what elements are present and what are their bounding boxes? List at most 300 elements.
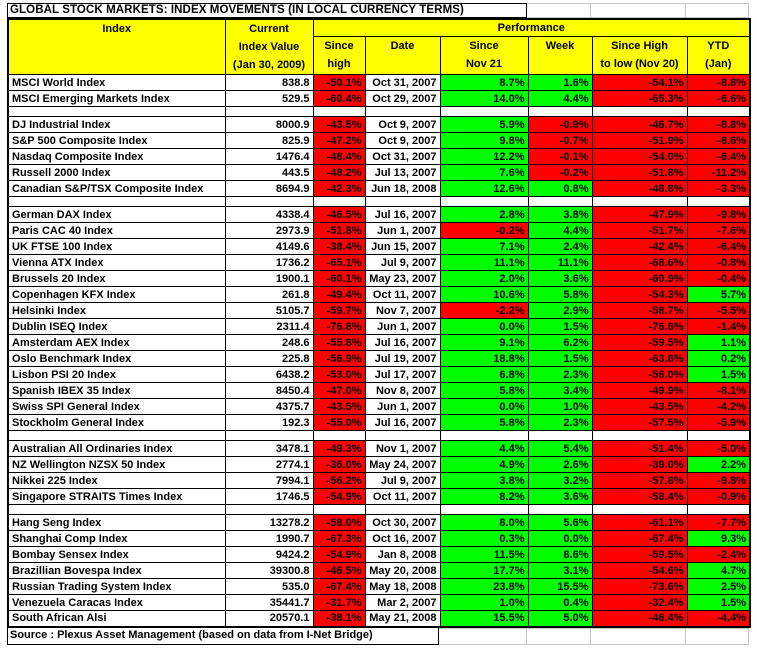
separator-cell: [440, 197, 528, 207]
table-row: [8, 399, 750, 415]
week-cell: 1.5%: [528, 319, 592, 335]
since-high-cell: -43.5%: [313, 399, 365, 415]
table-row: [8, 287, 750, 303]
ytd-cell: -8.8%: [687, 75, 750, 91]
title-bar: [7, 3, 750, 18]
index-name-cell: MSCI World Index: [8, 75, 225, 91]
current-header-line2: Index Value: [238, 41, 300, 53]
current-value-cell: 9424.2: [225, 547, 313, 563]
since-nov21-cell: 9.1%: [440, 335, 528, 351]
since-high-to-low-cell: -60.9%: [592, 271, 687, 287]
column-header-since-high-to-low: [592, 36, 687, 74]
separator-row: [8, 431, 750, 441]
week-cell: 3.6%: [528, 489, 592, 505]
ytd-cell: 1.5%: [687, 595, 750, 611]
high-date-cell: Jul 16, 2007: [365, 207, 440, 223]
separator-cell: [365, 431, 440, 441]
separator-cell: [8, 197, 225, 207]
high-date-cell: May 24, 2007: [365, 457, 440, 473]
index-name-cell: Shanghai Comp Index: [8, 531, 225, 547]
since-high-cell: -67.3%: [313, 531, 365, 547]
header-line: Since High: [611, 39, 668, 52]
table-row: [8, 595, 750, 611]
week-cell: 4.4%: [528, 91, 592, 107]
week-cell: 1.5%: [528, 351, 592, 367]
since-high-to-low-cell: -65.3%: [592, 91, 687, 107]
week-cell: 2.6%: [528, 457, 592, 473]
ytd-cell: 1.1%: [687, 335, 750, 351]
index-name-cell: Swiss SPI General Index: [8, 399, 225, 415]
ytd-cell: -5.9%: [687, 415, 750, 431]
index-name-cell: Russian Trading System Index: [8, 579, 225, 595]
week-cell: 5.4%: [528, 441, 592, 457]
since-nov21-cell: 0.3%: [440, 531, 528, 547]
performance-group-header: Performance: [313, 19, 750, 36]
current-value-cell: 7994.1: [225, 473, 313, 489]
source-note: Source : Plexus Asset Management (based on data from I-Net Bridge): [7, 628, 439, 645]
header-line: high: [327, 57, 351, 70]
since-nov21-cell: 4.4%: [440, 441, 528, 457]
since-high-to-low-cell: -51.9%: [592, 133, 687, 149]
high-date-cell: Jul 9, 2007: [365, 255, 440, 271]
index-name-cell: Stockholm General Index: [8, 415, 225, 431]
table-row: [8, 563, 750, 579]
week-cell: 2.9%: [528, 303, 592, 319]
header-line: Nov 21: [465, 57, 503, 70]
index-name-cell: Singapore STRAITS Times Index: [8, 489, 225, 505]
table-row: [8, 91, 750, 107]
ytd-cell: -11.2%: [687, 165, 750, 181]
since-high-to-low-cell: -63.8%: [592, 351, 687, 367]
since-nov21-cell: 6.8%: [440, 367, 528, 383]
empty-grid-cell: [686, 3, 749, 18]
current-value-cell: 1736.2: [225, 255, 313, 271]
since-nov21-cell: 8.0%: [440, 515, 528, 531]
separator-cell: [687, 107, 750, 117]
index-name-cell: Nasdaq Composite Index: [8, 149, 225, 165]
index-name-cell: Bombay Sensex Index: [8, 547, 225, 563]
page-title: GLOBAL STOCK MARKETS: INDEX MOVEMENTS (IN LOCAL CURRENCY TERMS): [7, 3, 527, 18]
high-date-cell: Oct 9, 2007: [365, 133, 440, 149]
column-header-since-nov21: [440, 36, 528, 74]
ytd-cell: -5.0%: [687, 441, 750, 457]
week-cell: 1.0%: [528, 399, 592, 415]
ytd-cell: -7.6%: [687, 223, 750, 239]
current-value-cell: 1476.4: [225, 149, 313, 165]
since-high-to-low-cell: -54.3%: [592, 287, 687, 303]
week-cell: 3.8%: [528, 207, 592, 223]
ytd-cell: -0.4%: [687, 271, 750, 287]
since-nov21-cell: 9.8%: [440, 133, 528, 149]
index-name-cell: Oslo Benchmark Index: [8, 351, 225, 367]
since-high-cell: -60.4%: [313, 91, 365, 107]
week-cell: 3.1%: [528, 563, 592, 579]
empty-grid-cell: [527, 3, 591, 18]
week-cell: 2.4%: [528, 239, 592, 255]
ytd-cell: -9.8%: [687, 473, 750, 489]
table-row: [8, 473, 750, 489]
current-value-cell: 1900.1: [225, 271, 313, 287]
since-high-to-low-cell: -32.4%: [592, 595, 687, 611]
separator-cell: [8, 431, 225, 441]
since-high-cell: -56.9%: [313, 351, 365, 367]
current-value-cell: 5105.7: [225, 303, 313, 319]
week-cell: 5.6%: [528, 515, 592, 531]
since-high-cell: -55.0%: [313, 415, 365, 431]
ytd-cell: -3.3%: [687, 181, 750, 197]
high-date-cell: Jun 1, 2007: [365, 223, 440, 239]
current-value-cell: 443.5: [225, 165, 313, 181]
high-date-cell: May 21, 2008: [365, 611, 440, 627]
since-nov21-cell: 12.6%: [440, 181, 528, 197]
empty-grid-cell: [686, 628, 749, 645]
week-cell: 4.4%: [528, 223, 592, 239]
column-header-index: Index: [8, 19, 225, 75]
table-row: [8, 223, 750, 239]
header-line: (Jan): [705, 57, 732, 70]
since-nov21-cell: 3.8%: [440, 473, 528, 489]
separator-cell: [365, 107, 440, 117]
separator-cell: [365, 505, 440, 515]
current-value-cell: 8694.9: [225, 181, 313, 197]
separator-cell: [8, 505, 225, 515]
since-high-cell: -42.3%: [313, 181, 365, 197]
current-value-cell: 13278.2: [225, 515, 313, 531]
since-high-to-low-cell: -46.4%: [592, 611, 687, 627]
ytd-cell: -9.8%: [687, 207, 750, 223]
ytd-cell: -6.4%: [687, 149, 750, 165]
index-name-cell: Brussels 20 Index: [8, 271, 225, 287]
high-date-cell: Jul 9, 2007: [365, 473, 440, 489]
table-row: [8, 611, 750, 627]
separator-cell: [225, 107, 313, 117]
since-high-cell: -49.3%: [313, 441, 365, 457]
high-date-cell: Oct 9, 2007: [365, 117, 440, 133]
ytd-cell: 9.3%: [687, 531, 750, 547]
ytd-cell: -4.2%: [687, 399, 750, 415]
header-line: to low (Nov 20): [600, 57, 679, 70]
separator-cell: [528, 431, 592, 441]
table-row: [8, 351, 750, 367]
high-date-cell: Oct 31, 2007: [365, 75, 440, 91]
separator-cell: [440, 505, 528, 515]
separator-cell: [313, 107, 365, 117]
separator-cell: [528, 505, 592, 515]
week-cell: 15.5%: [528, 579, 592, 595]
current-value-cell: 35441.7: [225, 595, 313, 611]
since-high-to-low-cell: -59.5%: [592, 335, 687, 351]
week-cell: 1.6%: [528, 75, 592, 91]
source-bar: [7, 628, 750, 645]
index-name-cell: Australian All Ordinaries Index: [8, 441, 225, 457]
since-nov21-cell: 2.0%: [440, 271, 528, 287]
index-name-cell: Lisbon PSI 20 Index: [8, 367, 225, 383]
since-nov21-cell: 11.5%: [440, 547, 528, 563]
high-date-cell: Nov 7, 2007: [365, 303, 440, 319]
index-name-cell: Amsterdam AEX Index: [8, 335, 225, 351]
separator-cell: [528, 197, 592, 207]
since-high-cell: -58.0%: [313, 515, 365, 531]
since-high-to-low-cell: -51.8%: [592, 165, 687, 181]
index-name-cell: German DAX Index: [8, 207, 225, 223]
high-date-cell: Oct 11, 2007: [365, 489, 440, 505]
current-value-cell: 4338.4: [225, 207, 313, 223]
separator-cell: [687, 505, 750, 515]
table-body: [8, 75, 750, 627]
current-value-cell: 2973.9: [225, 223, 313, 239]
separator-cell: [313, 197, 365, 207]
high-date-cell: Jul 13, 2007: [365, 165, 440, 181]
index-name-cell: Vienna ATX Index: [8, 255, 225, 271]
ytd-cell: 2.5%: [687, 579, 750, 595]
since-high-to-low-cell: -57.5%: [592, 415, 687, 431]
table-row: [8, 415, 750, 431]
since-nov21-cell: -2.2%: [440, 303, 528, 319]
since-nov21-cell: 4.9%: [440, 457, 528, 473]
column-header-current-value: [225, 19, 313, 75]
separator-cell: [225, 197, 313, 207]
since-high-to-low-cell: -67.4%: [592, 531, 687, 547]
current-value-cell: 8450.4: [225, 383, 313, 399]
ytd-cell: 1.5%: [687, 367, 750, 383]
week-cell: 8.6%: [528, 547, 592, 563]
index-name-cell: Russell 2000 Index: [8, 165, 225, 181]
current-header-line3: (Jan 30, 2009): [232, 59, 306, 71]
since-nov21-cell: 23.8%: [440, 579, 528, 595]
since-nov21-cell: 17.7%: [440, 563, 528, 579]
empty-grid-cell: [439, 628, 527, 645]
current-value-cell: 248.6: [225, 335, 313, 351]
current-value-cell: 2311.4: [225, 319, 313, 335]
week-cell: -0.2%: [528, 165, 592, 181]
separator-cell: [528, 107, 592, 117]
index-name-cell: Copenhagen KFX Index: [8, 287, 225, 303]
since-high-cell: -59.7%: [313, 303, 365, 319]
since-high-to-low-cell: -48.8%: [592, 181, 687, 197]
since-high-to-low-cell: -57.8%: [592, 473, 687, 489]
current-value-cell: 529.5: [225, 91, 313, 107]
high-date-cell: May 20, 2008: [365, 563, 440, 579]
separator-cell: [592, 107, 687, 117]
since-nov21-cell: 14.0%: [440, 91, 528, 107]
since-nov21-cell: 11.1%: [440, 255, 528, 271]
ytd-cell: -5.5%: [687, 303, 750, 319]
since-high-cell: -51.8%: [313, 223, 365, 239]
current-value-cell: 1990.7: [225, 531, 313, 547]
current-value-cell: 225.8: [225, 351, 313, 367]
table-row: [8, 515, 750, 531]
current-value-cell: 20570.1: [225, 611, 313, 627]
current-value-cell: 39300.8: [225, 563, 313, 579]
high-date-cell: Jun 1, 2007: [365, 319, 440, 335]
table-row: [8, 75, 750, 91]
high-date-cell: Jun 15, 2007: [365, 239, 440, 255]
header-line: YTD: [707, 39, 730, 52]
table-row: [8, 383, 750, 399]
high-date-cell: Oct 30, 2007: [365, 515, 440, 531]
current-value-cell: 4375.7: [225, 399, 313, 415]
index-name-cell: Brazillian Bovespa Index: [8, 563, 225, 579]
column-header-date: [365, 36, 440, 74]
ytd-cell: -8.8%: [687, 117, 750, 133]
high-date-cell: Jul 16, 2007: [365, 335, 440, 351]
since-high-to-low-cell: -39.0%: [592, 457, 687, 473]
ytd-cell: -8.1%: [687, 383, 750, 399]
week-cell: 2.3%: [528, 415, 592, 431]
separator-cell: [313, 505, 365, 515]
since-high-to-low-cell: -76.8%: [592, 319, 687, 335]
high-date-cell: Mar 2, 2007: [365, 595, 440, 611]
ytd-cell: -0.9%: [687, 489, 750, 505]
table-row: [8, 303, 750, 319]
table-row: [8, 271, 750, 287]
table-row: [8, 117, 750, 133]
since-nov21-cell: 1.0%: [440, 595, 528, 611]
index-name-cell: Helsinki Index: [8, 303, 225, 319]
separator-cell: [8, 107, 225, 117]
table-row: [8, 441, 750, 457]
separator-cell: [592, 431, 687, 441]
table-row: [8, 239, 750, 255]
current-value-cell: 838.8: [225, 75, 313, 91]
since-nov21-cell: 15.5%: [440, 611, 528, 627]
empty-grid-cell: [527, 628, 591, 645]
since-high-cell: -46.5%: [313, 563, 365, 579]
since-high-cell: -49.4%: [313, 287, 365, 303]
header-line: Date: [390, 39, 415, 52]
current-value-cell: 825.9: [225, 133, 313, 149]
index-name-cell: S&P 500 Composite Index: [8, 133, 225, 149]
since-high-to-low-cell: -58.7%: [592, 303, 687, 319]
ytd-cell: -2.4%: [687, 547, 750, 563]
index-name-cell: DJ Industrial Index: [8, 117, 225, 133]
header-line: Week: [545, 39, 575, 52]
since-high-cell: -53.0%: [313, 367, 365, 383]
week-cell: 3.4%: [528, 383, 592, 399]
week-cell: 0.4%: [528, 595, 592, 611]
column-header-since-high: [313, 36, 365, 74]
table-row: [8, 579, 750, 595]
since-high-cell: -48.4%: [313, 149, 365, 165]
index-name-cell: NZ Wellington NZSX 50 Index: [8, 457, 225, 473]
since-high-to-low-cell: -49.9%: [592, 383, 687, 399]
since-nov21-cell: 5.8%: [440, 383, 528, 399]
table-row: [8, 207, 750, 223]
since-high-to-low-cell: -59.5%: [592, 547, 687, 563]
ytd-cell: 4.7%: [687, 563, 750, 579]
separator-cell: [440, 107, 528, 117]
since-high-cell: -46.5%: [313, 207, 365, 223]
index-name-cell: Nikkei 225 Index: [8, 473, 225, 489]
ytd-cell: -4.4%: [687, 611, 750, 627]
since-high-cell: -43.5%: [313, 117, 365, 133]
since-nov21-cell: 10.6%: [440, 287, 528, 303]
since-high-cell: -54.9%: [313, 547, 365, 563]
week-cell: -0.1%: [528, 149, 592, 165]
week-cell: 11.1%: [528, 255, 592, 271]
separator-cell: [225, 431, 313, 441]
since-high-to-low-cell: -54.6%: [592, 563, 687, 579]
table-row: [8, 149, 750, 165]
separator-cell: [687, 431, 750, 441]
high-date-cell: Oct 31, 2007: [365, 149, 440, 165]
current-header-line1: Current: [249, 23, 289, 35]
high-date-cell: Nov 8, 2007: [365, 383, 440, 399]
week-cell: 0.8%: [528, 181, 592, 197]
since-nov21-cell: 12.2%: [440, 149, 528, 165]
high-date-cell: Oct 16, 2007: [365, 531, 440, 547]
separator-cell: [365, 197, 440, 207]
since-high-cell: -31.7%: [313, 595, 365, 611]
week-cell: 3.2%: [528, 473, 592, 489]
table-row: [8, 133, 750, 149]
empty-grid-cell: [591, 3, 686, 18]
high-date-cell: Oct 11, 2007: [365, 287, 440, 303]
current-value-cell: 4149.6: [225, 239, 313, 255]
header-line: Since: [324, 39, 354, 52]
week-cell: -0.9%: [528, 117, 592, 133]
since-nov21-cell: 18.8%: [440, 351, 528, 367]
ytd-cell: -7.7%: [687, 515, 750, 531]
current-value-cell: 1746.5: [225, 489, 313, 505]
ytd-cell: 2.2%: [687, 457, 750, 473]
index-name-cell: South African Alsi: [8, 611, 225, 627]
current-value-cell: 535.0: [225, 579, 313, 595]
index-name-cell: Canadian S&P/TSX Composite Index: [8, 181, 225, 197]
since-high-to-low-cell: -47.9%: [592, 207, 687, 223]
separator-row: [8, 505, 750, 515]
ytd-cell: -8.6%: [687, 133, 750, 149]
high-date-cell: Jul 19, 2007: [365, 351, 440, 367]
header-line: Since: [469, 39, 499, 52]
since-high-to-low-cell: -46.7%: [592, 117, 687, 133]
separator-row: [8, 197, 750, 207]
table-row: [8, 531, 750, 547]
high-date-cell: Jan 8, 2008: [365, 547, 440, 563]
index-name-cell: Spanish IBEX 35 Index: [8, 383, 225, 399]
table-row: [8, 165, 750, 181]
since-high-to-low-cell: -51.7%: [592, 223, 687, 239]
table-row: [8, 319, 750, 335]
separator-cell: [592, 197, 687, 207]
separator-row: [8, 107, 750, 117]
since-high-cell: -65.1%: [313, 255, 365, 271]
ytd-cell: -6.6%: [687, 91, 750, 107]
current-value-cell: 261.8: [225, 287, 313, 303]
high-date-cell: Jun 18, 2008: [365, 181, 440, 197]
week-cell: 0.0%: [528, 531, 592, 547]
current-value-cell: 192.3: [225, 415, 313, 431]
week-cell: 6.2%: [528, 335, 592, 351]
ytd-cell: 0.2%: [687, 351, 750, 367]
table-row: [8, 181, 750, 197]
table-row: [8, 547, 750, 563]
since-high-to-low-cell: -54.1%: [592, 75, 687, 91]
current-value-cell: 8000.9: [225, 117, 313, 133]
since-high-cell: -56.2%: [313, 473, 365, 489]
since-high-cell: -38.1%: [313, 611, 365, 627]
since-nov21-cell: 0.0%: [440, 399, 528, 415]
separator-cell: [313, 431, 365, 441]
index-name-cell: MSCI Emerging Markets Index: [8, 91, 225, 107]
since-nov21-cell: 5.9%: [440, 117, 528, 133]
since-high-cell: -38.4%: [313, 239, 365, 255]
high-date-cell: Oct 29, 2007: [365, 91, 440, 107]
since-high-cell: -47.0%: [313, 383, 365, 399]
index-name-cell: Hang Seng Index: [8, 515, 225, 531]
since-high-to-low-cell: -42.4%: [592, 239, 687, 255]
since-nov21-cell: 7.6%: [440, 165, 528, 181]
